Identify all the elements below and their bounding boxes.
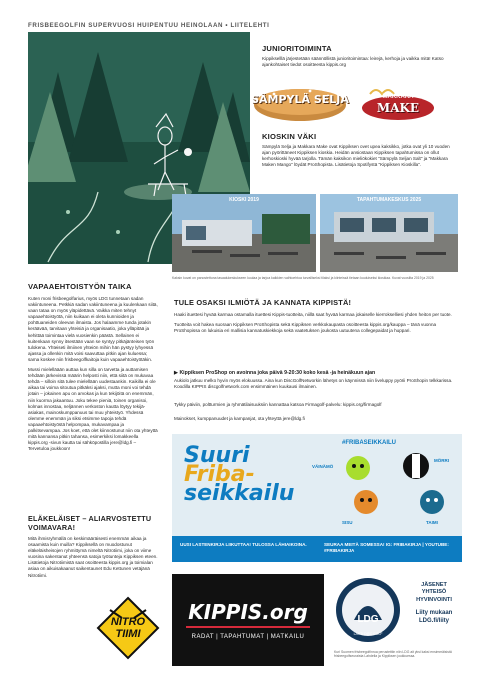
volunteer-title: VAPAAEHTOISTYÖN TAIKA (28, 282, 132, 291)
banner-hashtag: #FRIBASEIKKAILU (342, 440, 397, 446)
event-center-2025-label: TAPAHTUMAKESKUS 2025 (356, 197, 422, 203)
character-name-vainamo: VÄINÄMÖ (312, 464, 334, 469)
join-body (174, 312, 458, 338)
ads-contact-text: Mainokset, kumppanuudet ja kampanjat, ota yhteyttä jere@ldg.fi (174, 416, 305, 421)
event-center-2025-photo (320, 194, 458, 272)
kiosk-body: Sämpylä Selja ja Makkara Make ovat Kippiksen ovet upea kaksikko, jotka ovat yli 10 vuoden ajan pyörittäneet Kippiksen kioskia. Heidän ansiostaan Kippiksen tapahtumissa on ollut kerhoskioski hyvää tarjolla. Tämän kaksikon mieliökokiet "Sämpylä Seljan Salt" ja "Makkara Maken Mango" löydät ProShopista. Lisätietoja Spotifystä "Kippiksen Kioskilla". (262, 144, 450, 168)
sampyla-selja-logo: SÄMPYLÄ SELJA (248, 80, 352, 122)
ldg-caption: Kuri Suomen frisbeegolfinrua perustettiin niin LDG ait yksi kaksi ensimmäisistä frisbeegolfseuraista Lahdella ja Kippiksen joukkuessa. (334, 650, 452, 659)
ldg-join-link[interactable]: LDG.fi/liity (419, 617, 449, 624)
kiosk-2019-label: KIOSKI 2019 (229, 197, 259, 203)
join-title: TULE OSAKSI ILMIÖTÄ JA KANNATA KIPPISTÄ! (174, 298, 352, 307)
banner-footer-right: SEURAA MEITÄ SOMESSA! IG: FRIBAKIRJA | YOUTUBE: #FRIBAKIRJA (324, 542, 449, 553)
page-header: FRISBEEGOLFIN SUPERVUOSI HUIPENTUU HEINOLAAN • LIITELEHTI (28, 22, 270, 29)
volunteer-paragraph-2: Mussi mielelläään auttaa kun silla on tarvetta ja auttamisen tehdään järkevissä määrin helposti niin, että siitä on mukavaa tehdä – silloin sitä tulee mielellään uudestaankin. Kaikilla ei ole aikaa tai voima sitoutua pitkäksi ajaksi, mutta moni voi tehdä jotain – jokainen apu on arvokas ja kun tekijöitä on enemmän, niin kuorma jakaantuu. Joku tekee pieniä, toinen organisoi, kolmas innostaa, neljännen verkoston kautta löytyy tekijä-asiakas, mainoskumppanuus tai muu yhteistyö. Yhdessä olemme enemmän ja siksi etsimme tapoja tehdä vapaaehtoistyöstä helpompaa, mukavampaa ja palkitsevampaa. Jos koet, että olet kiinnostunut niin ota yhteyttä mitä kannansa pitkin tahansa, esimerkiksi lomakkeella kippis.org -sivun kautta tai sähköpostilla jere@ldg.fi – Tervetuloa joukkoon! (28, 367, 158, 452)
proshop-hours-title: ▶ Kippiksen ProShop on avoinna joka päivä 9-20:30 koko kesä -ja heinäkuun ajan (174, 370, 376, 376)
retire-body: Mitä ihmisryhmällä on keskimääräisesti enemmän aikaa ja osaamista kuin muilla? Kippiksellä on muodostunut eläkeläisheisojen ryhmittymä nimeltä Nitrotiimi, joka on viime vuosina sakentanut yhteensä satoja työtunteja Kippiksen eteen. Lisätietoja Nitrotiimistä saat osoitteesta kippis.org ja toimialan asiaa on aikuisakaanut saikentaunet Edu Kettunen vetäjänä Nitrotiimi. (28, 536, 158, 578)
ldg-logo: LDG LAHTI DISC GOLF (334, 576, 402, 644)
photos-caption: Kaksin kuvat on panostettuna tasaalukeskukseen kuulaa ja tarjoa kaikkien vaihtoehtoa turvalliseksi tilaksi ja kiinteissä tietaan kuuluiseksi kioskiaa. Kuvat vuosilta 2019 ja 2025 (172, 276, 434, 280)
banner-title: Suuri Friba- seikkailu (184, 443, 295, 506)
banner-footer (172, 536, 462, 562)
nitro-tiimi-logo: NITRO TIIMI (96, 596, 160, 660)
volunteer-paragraph-1: Kuten moni frisbeegolfarius, myös LDG tunnetaan sadan vakiintuneena. Petkkiä sadan vakiintuneena ja kuulenkaan siitä, vaan tataa on myös yläpidettävä. Vaikka miten tehnyt vapaaehtoistyötä, niin kuikaan ei oleta kunnioiden ja pohttuaneiden oleevan ilmaista. Jos halaamme tunda jotakin keräävää, tarvitaan yhteisiä ja organisaatio, joka ylläpitää ja kehittää toimintaa vielä vuosienkin päästä. Sellainen ei kuitenkaan synny itsestään vaan se syntyy pitkäjänteisen työn tulokena. Yhteiseti ilmiinen yhteiön mihin hän pystyy lyhyessä ajassa ja ollenkin mitä voisi saavuttaa pitkin ajan kuluessa; sama koskee niin frisbeegolfkaitoja kuin vapaaehtoistyötäkin. (28, 296, 158, 362)
friba-seikkailu-banner (172, 434, 462, 562)
junior-title: JUNIORITOIMINTA (262, 44, 332, 53)
firmagolf-text: Tykky päiviin, poltturmien ja ryhmätilaisuuksiin kannattaa katsoa Firmagolf-palvelu: kippis.org/firmagolf (174, 402, 382, 407)
join-paragraph-2: Tuotteita voit hakea suoraan Kippiksen ProShopista sekä Kippiksen verkkokaupasta osoitteesta kippis.org/kauppa – tänä vuonna ProShopissa on lukuisia eri mallisia kannatuskiekkoja sekä vaatetuksen joukosta uutuutena collegepaidat ja huppari. (174, 322, 437, 334)
kippis-logo: KIPPIS.org (188, 600, 308, 624)
arrow-right-icon: ▶ (174, 370, 180, 376)
kippis-divider (186, 626, 310, 628)
ldg-membership: JÄSENET YHTEISÖ HYVINVOINTI Liity mukaan LDG.fi/liity (404, 582, 464, 625)
join-paragraph-1: Haaki ituettesi hyvää karmaa ostamalla ituettesi Kippis-tuotteita, niillä saat hyvää karmaa jokaiselle kierrokselliesi yhden heiton per tuote. (174, 312, 452, 317)
character-name-morri: MÖRRI (434, 458, 449, 463)
volunteer-body (28, 296, 158, 456)
retire-title: ELÄKELÄISET – ALIARVOSTETTU VOIMAVARA! (28, 514, 152, 532)
character-name-sisu: SISU (342, 520, 353, 525)
character-name-taimi: TAIMI (426, 520, 438, 525)
kippis-logo-box (172, 574, 324, 666)
kiosk-2019-photo (172, 194, 316, 272)
proshop-hours-body: Aukiolo jatkuu melko hyvin myös elokuussa. Aina kun DiscGolfNetworkin lähetys on käynnissä niin liveluppy pyörii ProShopin telkkarissa. Koodilla KIPPIS discgolfnetwork.com ensimmäinen kuukausi ilmainen. (174, 378, 453, 390)
junior-body: Kippikselllä järjestetään säännöllistä junioritoimintaa: leirejä, kerhoja ja vaikka mitä! Katso ajankohtaiset tiedot osoitteesta kippis.org (262, 56, 444, 68)
kiosk-title: KIOSKIN VÄKI (262, 132, 317, 141)
banner-footer-left: UUSI LASTENKIRJA LIIKUTTAA! TULOSSA LÄHIAIKOINA. (180, 542, 307, 547)
kippis-tagline: RADAT | TAPAHTUMAT | MATKAILU (191, 634, 305, 640)
makkara-make-logo: MAKKARA MAKE (358, 80, 438, 124)
